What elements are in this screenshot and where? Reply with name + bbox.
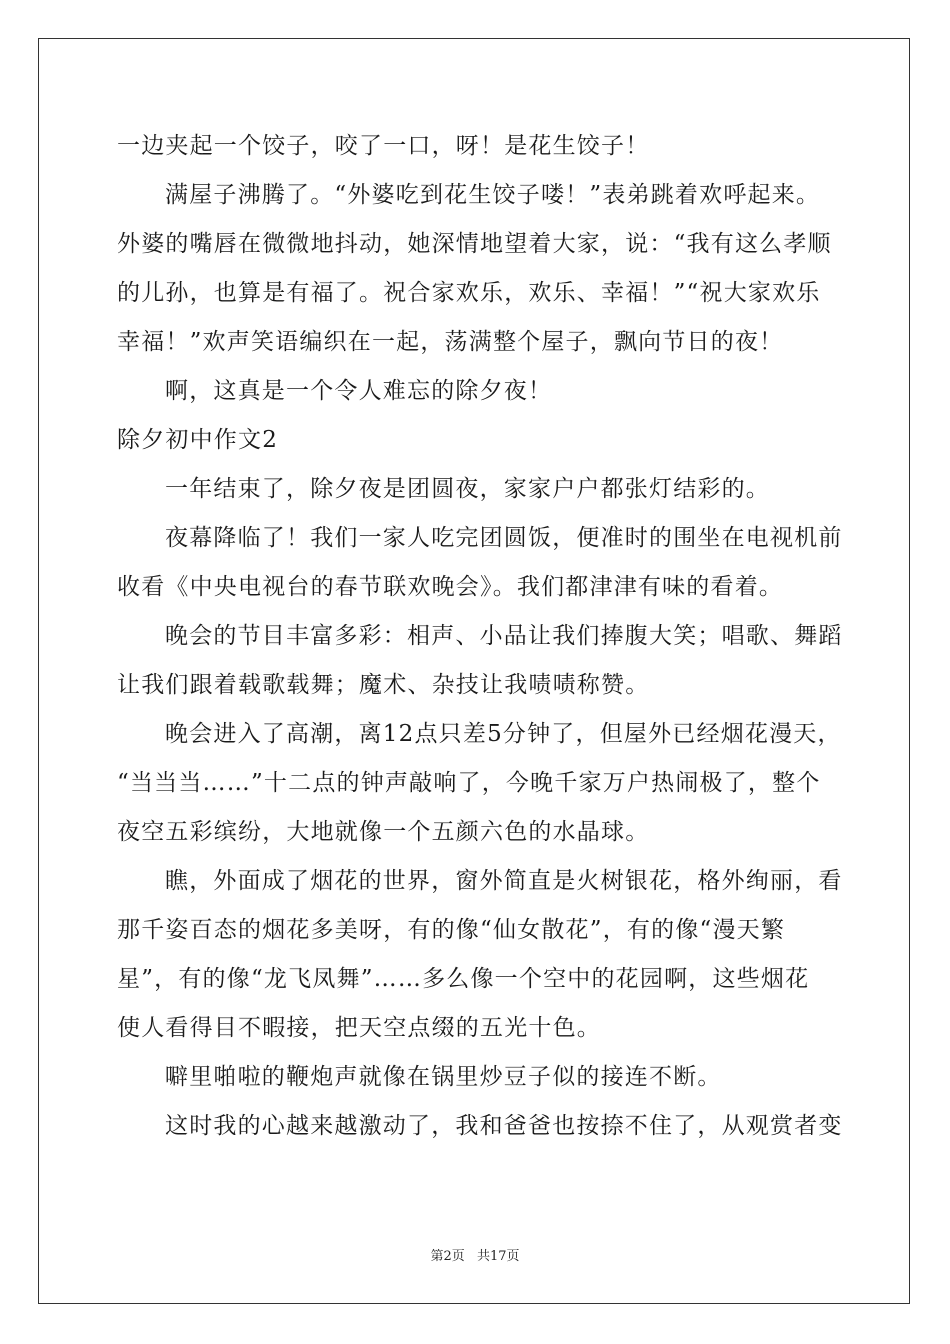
text-line: 让我们跟着载歌载舞；魔术、杂技让我啧啧称赞。 (117, 672, 650, 698)
section-heading: 除夕初中作文2 (117, 427, 279, 453)
page-total: 共17页 (476, 1249, 520, 1264)
page-footer (0, 1245, 950, 1264)
text-line: 夜幕降临了！我们一家人吃完团圆饭，便准时的围坐在电视机前 (165, 525, 843, 551)
text-line: 夜空五彩缤纷，大地就像一个五颜六色的水晶球。 (117, 819, 650, 845)
text-line: 一边夹起一个饺子，咬了一口，呀！是花生饺子！ (117, 133, 650, 159)
document-body (117, 122, 843, 1151)
text-line: 外婆的嘴唇在微微地抖动，她深情地望着大家，说：“我有这么孝顺 (117, 231, 832, 257)
text-line: 一年结束了，除夕夜是团圆夜，家家户户都张灯结彩的。 (165, 476, 770, 502)
text-line: 的儿孙，也算是有福了。祝合家欢乐，欢乐、幸福！”“祝大家欢乐 (117, 280, 821, 306)
text-line: 收看《中央电视台的春节联欢晚会》。我们都津津有味的看着。 (117, 574, 784, 600)
text-line: 瞧，外面成了烟花的世界，窗外简直是火树银花，格外绚丽，看 (165, 868, 843, 894)
text-line: 噼里啪啦的鞭炮声就像在锅里炒豆子似的接连不断。 (165, 1064, 722, 1090)
text-line: “当当当……”十二点的钟声敲响了，今晚千家万户热闹极了，整个 (117, 770, 821, 796)
text-line: 使人看得目不暇接，把天空点缀的五光十色。 (117, 1015, 601, 1041)
text-line: 啊，这真是一个令人难忘的除夕夜！ (165, 378, 553, 404)
text-line: 那千姿百态的烟花多美呀，有的像“仙女散花”，有的像“漫天繁 (117, 917, 786, 943)
text-line: 满屋子沸腾了。“外婆吃到花生饺子喽！”表弟跳着欢呼起来。 (165, 182, 821, 208)
text-line: 这时我的心越来越激动了，我和爸爸也按捺不住了，从观赏者变 (165, 1113, 843, 1139)
text-line: 晚会的节目丰富多彩：相声、小品让我们捧腹大笑；唱歌、舞蹈 (165, 623, 843, 649)
text-line: 星”，有的像“龙飞凤舞”……多么像一个空中的花园啊，这些烟花 (117, 966, 810, 992)
text-line: 晚会进入了高潮，离12点只差5分钟了，但屋外已经烟花漫天， (165, 721, 842, 747)
text-line: 幸福！”欢声笑语编织在一起，荡满整个屋子，飘向节日的夜！ (117, 329, 784, 355)
page-number: 第2页 (430, 1249, 465, 1264)
